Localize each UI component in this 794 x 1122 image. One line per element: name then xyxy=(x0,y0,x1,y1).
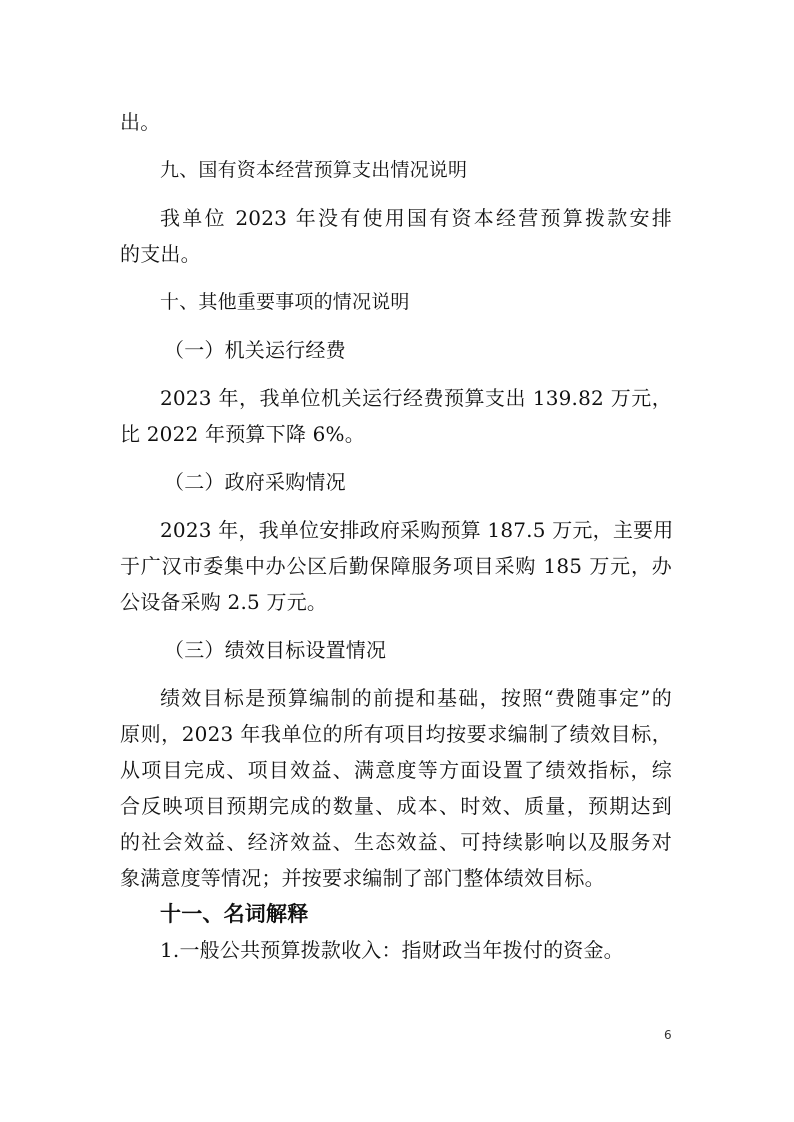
section-9-paragraph-line: 的支出。 xyxy=(120,242,201,266)
section-9-heading: 九、国有资本经营预算支出情况说明 xyxy=(160,159,468,181)
subsection-3-paragraph-line: 从项目完成、项目效益、满意度等方面设置了绩效指标，综 xyxy=(120,758,672,782)
spacer xyxy=(120,500,672,512)
subsection-2-paragraph-line: 公设备采购 2.5 万元。 xyxy=(120,590,328,614)
subsection-2-paragraph-line: 2023 年，我单位安排政府采购预算 187.5 万元，主要用 xyxy=(160,518,674,542)
spacer xyxy=(120,668,672,680)
subsection-3-paragraph-line: 原则，2023 年我单位的所有项目均按要求编制了绩效目标， xyxy=(120,722,672,746)
section-11-definition-line: 1.一般公共预算拨款收入：指财政当年拨付的资金。 xyxy=(160,938,624,962)
continued-text-fragment: 出。 xyxy=(120,110,161,134)
subsection-3-paragraph-line: 的社会效益、经济效益、生态效益、可持续影响以及服务对 xyxy=(120,830,672,854)
section-11-heading: 十一、名词解释 xyxy=(160,902,309,926)
spacer xyxy=(120,272,672,284)
subsection-3-paragraph-line: 合反映项目预期完成的数量、成本、时效、质量，预期达到 xyxy=(120,794,672,818)
subsection-2-heading: （二）政府采购情况 xyxy=(164,470,346,494)
subsection-1-heading: （一）机关运行经费 xyxy=(164,338,346,362)
spacer xyxy=(120,320,672,332)
subsection-1-paragraph-line: 比 2022 年预算下降 6%。 xyxy=(120,422,365,446)
section-9-paragraph-line: 我单位 2023 年没有使用国有资本经营预算拨款安排 xyxy=(160,206,672,230)
page-number: 6 xyxy=(664,1028,672,1042)
section-10-heading: 十、其他重要事项的情况说明 xyxy=(160,291,410,313)
subsection-1-paragraph-line: 2023 年，我单位机关运行经费预算支出 139.82 万元， xyxy=(160,386,672,410)
subsection-3-heading: （三）绩效目标设置情况 xyxy=(164,638,387,662)
subsection-2-paragraph-line: 于广汉市委集中办公区后勤保障服务项目采购 185 万元，办 xyxy=(120,554,672,578)
page-content xyxy=(120,104,672,968)
spacer xyxy=(120,452,672,464)
spacer xyxy=(120,140,672,152)
subsection-3-paragraph-line: 绩效目标是预算编制的前提和基础，按照“费随事定”的 xyxy=(160,686,672,710)
subsection-3-paragraph-line: 象满意度等情况；并按要求编制了部门整体绩效目标。 xyxy=(120,866,605,890)
spacer xyxy=(120,368,672,380)
spacer xyxy=(120,188,672,200)
spacer xyxy=(120,620,672,632)
